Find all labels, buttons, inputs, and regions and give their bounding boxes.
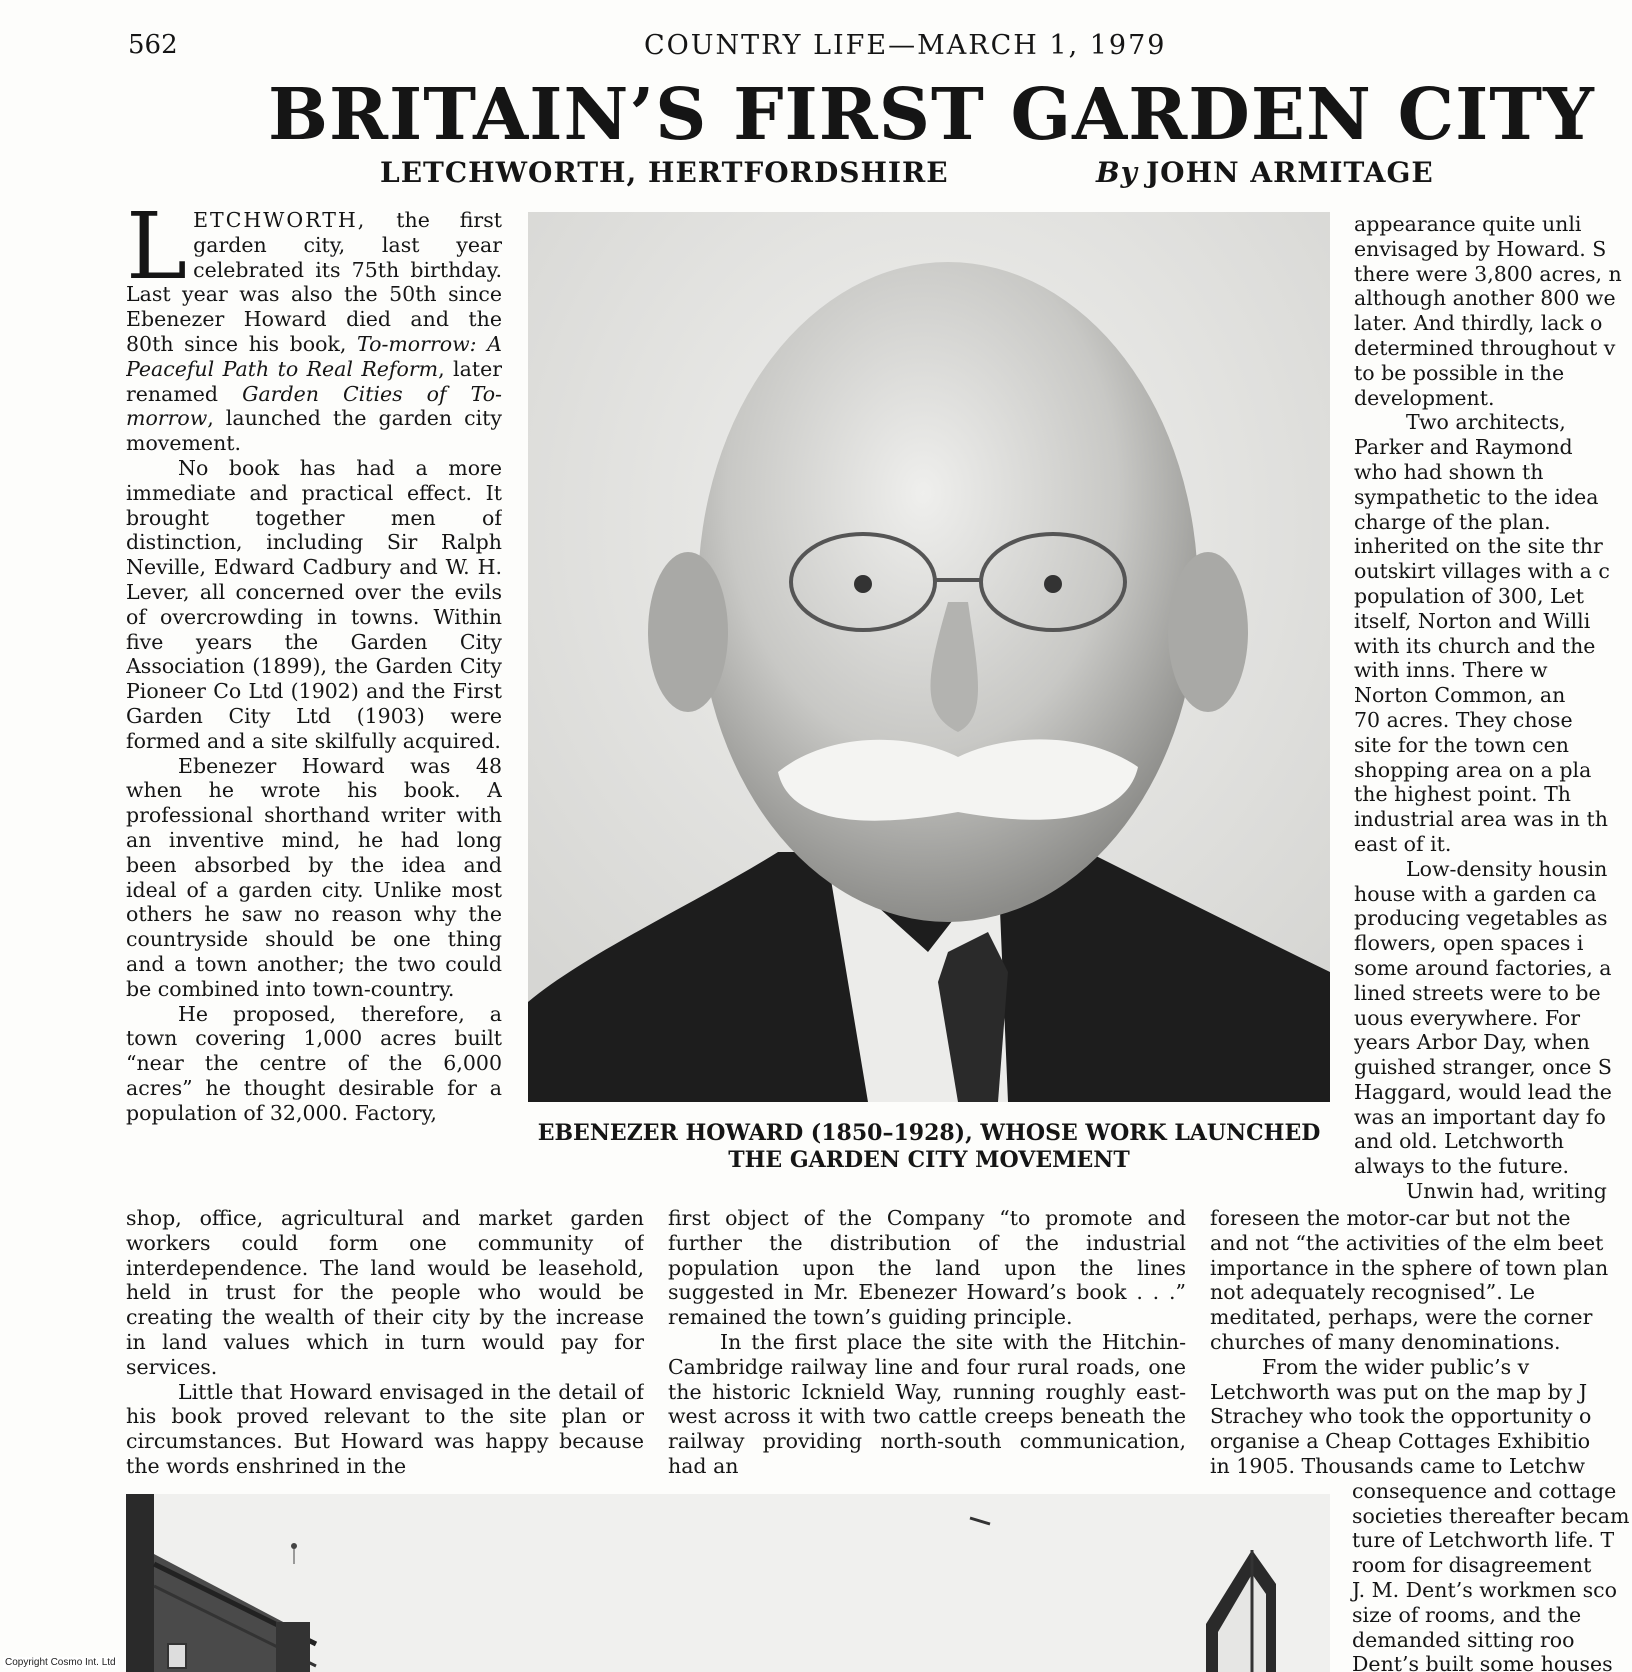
- text-line: population of 300, Let: [1354, 583, 1585, 608]
- ebenezer-howard-portrait: [528, 212, 1330, 1102]
- text-line: flowers, open spaces i: [1354, 931, 1584, 956]
- text-line: with its church and the: [1354, 633, 1596, 658]
- text-line: J. M. Dent’s workmen sco: [1352, 1577, 1617, 1602]
- text-line: organise a Cheap Cottages Exhibitio: [1210, 1429, 1591, 1454]
- text-line: 70 acres. They chose: [1354, 707, 1573, 732]
- text-line: envisaged by Howard. S: [1354, 236, 1607, 261]
- caption-line: EBENEZER HOWARD (1850–1928), WHOSE WORK LAUNCHED: [537, 1120, 1321, 1146]
- text-line: Haggard, would lead the: [1354, 1079, 1612, 1104]
- text-line: meditated, perhaps, were the corner: [1210, 1305, 1593, 1330]
- column-2-lower: [668, 1206, 1186, 1486]
- text-line: Letchworth was put on the map by J: [1210, 1379, 1588, 1404]
- text-line: to be possible in the: [1354, 360, 1565, 385]
- text-line: ture of Letchworth life. T: [1352, 1528, 1615, 1553]
- paragraph: No book has had a more immediate and practical effect. It brought together men of distinction, including Sir Ralph Neville, Edward Cadbury and W. H. Lever, all concerned over the evils of overcrowding in towns. Within five years the Garden City Association (1899), the Garden City Pioneer Co Ltd (1902) and the First Garden City Ltd (1903) were formed and a site skilfully acquired.: [126, 455, 502, 753]
- article-title: BRITAIN’S FIRST GARDEN CITY: [268, 72, 1595, 156]
- column-3-upper: [1354, 212, 1632, 1212]
- article-subtitle: LETCHWORTH, HERTFORDSHIRE: [380, 156, 949, 189]
- paragraph: shop, office, agricultural and market garden workers could form one community of interdependence. The land would be leasehold, held in trust for the people who would be creating the wealth of their city by the increase in land values which in turn would pay for services.: [126, 1206, 644, 1379]
- text-line: and old. Letchworth: [1354, 1129, 1564, 1154]
- paragraph: [126, 208, 502, 456]
- book-title: Garden Cities of To-morrow: [126, 381, 502, 431]
- text-line: development.: [1354, 385, 1495, 410]
- text-line: Norton Common, an: [1354, 683, 1566, 708]
- text-line: guished stranger, once S: [1354, 1055, 1612, 1080]
- text-line: Strachey who took the opportunity o: [1210, 1404, 1592, 1429]
- text-line: outskirt villages with a c: [1354, 559, 1610, 584]
- text-line: not adequately recognised”. Le: [1210, 1280, 1536, 1305]
- paragraph-text: the first garden city, last year celebrated its 75th birthday. Last year was also the 50th since Ebenezer Howard died and the 80th since his book,: [126, 208, 502, 356]
- text-line: uous everywhere. For: [1354, 1005, 1581, 1030]
- paragraph-text: , launched the garden city movement.: [126, 406, 502, 456]
- drop-cap: L: [126, 208, 188, 300]
- text-line: demanded sitting roo: [1352, 1627, 1575, 1652]
- street-photo: [126, 1494, 1330, 1672]
- text-line: house with a garden ca: [1354, 881, 1597, 906]
- book-title: To-morrow: A Peaceful Path to Real Reform: [126, 331, 502, 381]
- caption-line: THE GARDEN CITY MOVEMENT: [728, 1147, 1130, 1173]
- text-line: years Arbor Day, when: [1354, 1030, 1590, 1055]
- byline: [1096, 156, 1434, 189]
- column-1-lower: [126, 1206, 644, 1486]
- figure-caption: [528, 1120, 1330, 1174]
- text-line: who had shown th: [1354, 459, 1544, 484]
- text-line: From the wider public’s v: [1262, 1354, 1530, 1379]
- byline-prefix: By: [1096, 156, 1138, 189]
- text-line: sympathetic to the idea: [1354, 484, 1599, 509]
- text-line: some around factories, a: [1354, 955, 1612, 980]
- text-line: always to the future.: [1354, 1154, 1570, 1179]
- text-line: Dent’s built some houses: [1352, 1652, 1613, 1672]
- text-line: Parker and Raymond: [1354, 435, 1573, 460]
- text-line: determined throughout v: [1354, 335, 1616, 360]
- running-head: COUNTRY LIFE—MARCH 1, 1979: [644, 30, 1167, 61]
- text-line: itself, Norton and Willi: [1354, 608, 1591, 633]
- text-line: foreseen the motor-car but not the: [1210, 1206, 1571, 1230]
- text-line: industrial area was in th: [1354, 807, 1608, 832]
- portrait-photo: [528, 212, 1330, 1102]
- paragraph: first object of the Company “to promote and further the distribution of the industrial population upon the land upon the lines suggested in Mr. Ebenezer Howard’s book . . .” remained the town’s guiding principle.: [668, 1206, 1186, 1330]
- text-line: Low-density housin: [1406, 856, 1608, 881]
- text-line: size of rooms, and the: [1352, 1602, 1582, 1627]
- text-line: site for the town cen: [1354, 732, 1569, 757]
- author-name: JOHN ARMITAGE: [1145, 156, 1434, 189]
- text-line: inherited on the site thr: [1354, 534, 1603, 559]
- page-number: 562: [128, 30, 178, 60]
- text-line: charge of the plan.: [1354, 509, 1551, 534]
- text-line: in 1905. Thousands came to Letchw: [1210, 1453, 1586, 1478]
- text-line: lined streets were to be: [1354, 980, 1601, 1005]
- text-line: and not “the activities of the elm beet: [1210, 1230, 1604, 1255]
- text-line: the highest point. Th: [1354, 782, 1571, 807]
- text-line: later. And thirdly, lack o: [1354, 311, 1603, 336]
- letchworth-street-photo: [126, 1494, 1330, 1672]
- text-line: importance in the sphere of town plan: [1210, 1255, 1609, 1280]
- paragraph: Ebenezer Howard was 48 when he wrote his book. A professional shorthand writer with an inventive mind, he had long been absorbed by the idea and ideal of a garden city. Unlike most others he saw no reason why the countryside should be one thing and a town another; the two could be combined into town-country.: [126, 753, 502, 1001]
- text-line: Unwin had, writing: [1406, 1179, 1607, 1204]
- text-line: east of it.: [1354, 831, 1452, 856]
- paragraph-text: , later renamed: [126, 356, 502, 406]
- text-line: Two architects,: [1406, 410, 1566, 435]
- paragraph: In the first place the site with the Hitchin-Cambridge railway line and four rural roads, one the historic Icknield Way, running roughly east-west across it with two cattle creeps beneath the railway providing north-south communication, had an: [668, 1329, 1186, 1478]
- text-line: consequence and cottage: [1352, 1478, 1617, 1503]
- text-line: societies thereafter becam: [1352, 1503, 1630, 1528]
- lead-word: ETCHWORTH,: [193, 208, 367, 232]
- text-line: producing vegetables as: [1354, 906, 1608, 931]
- text-line: room for disagreement: [1352, 1553, 1592, 1578]
- column-1-upper: [126, 208, 502, 1196]
- text-line: with inns. There w: [1354, 658, 1548, 683]
- paragraph: He proposed, therefore, a town covering 1,000 acres built “near the centre of the 6,000 acres” he thought desirable for a population of 32,000. Factory,: [126, 1001, 502, 1125]
- copyright-watermark: Copyright Cosmo Int. Ltd: [5, 1657, 116, 1668]
- text-line: there were 3,800 acres, n: [1354, 261, 1622, 286]
- text-line: appearance quite unli: [1354, 212, 1582, 236]
- paragraph: Little that Howard envisaged in the detail of his book proved relevant to the site plan or circumstances. But Howard was happy because the words enshrined in the: [126, 1379, 644, 1478]
- text-line: although another 800 we: [1354, 286, 1616, 311]
- text-line: was an important day fo: [1354, 1104, 1606, 1129]
- text-line: shopping area on a pla: [1354, 757, 1592, 782]
- text-line: churches of many denominations.: [1210, 1329, 1561, 1354]
